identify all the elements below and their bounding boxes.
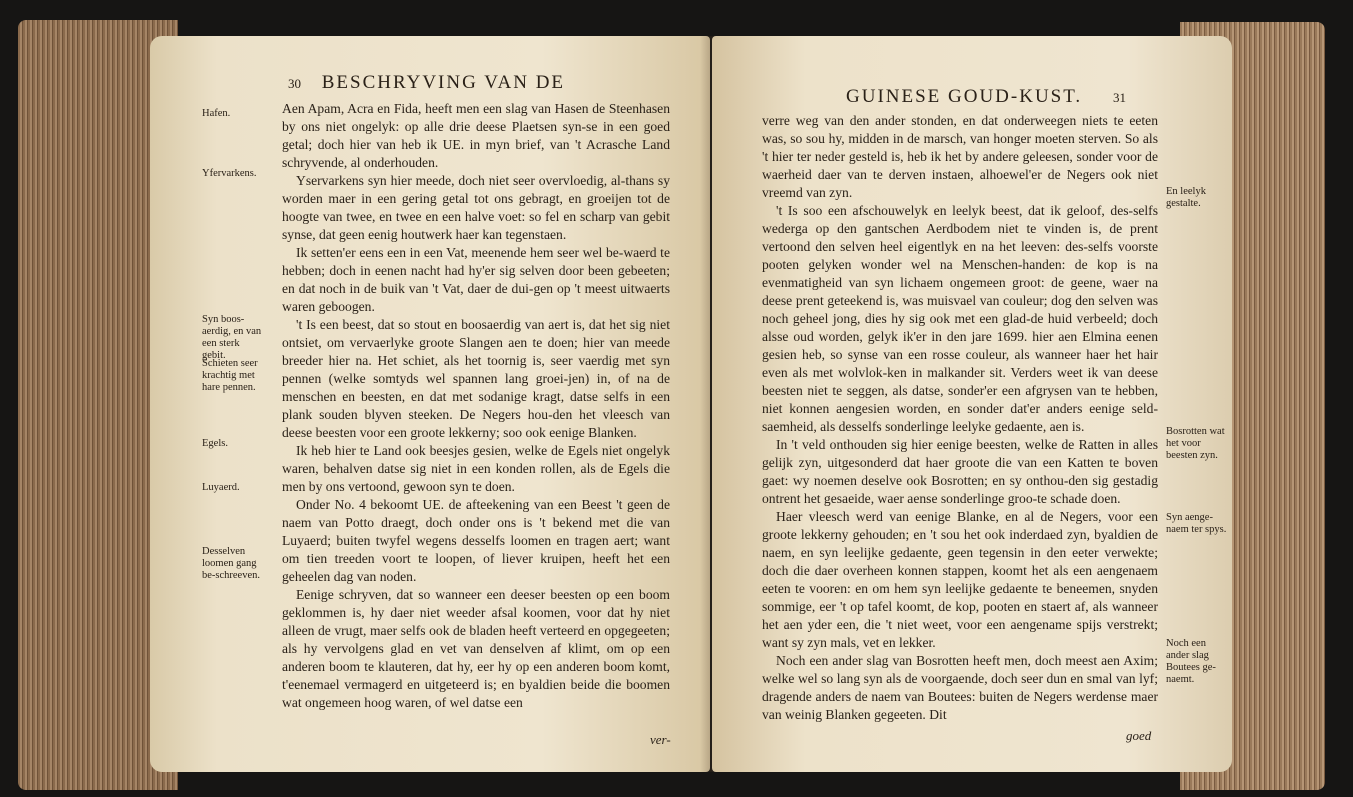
right-body-text bbox=[762, 112, 1158, 722]
right-catchword: goed bbox=[1126, 728, 1152, 743]
left-margin-note: Schieten seer krachtig met hare pennen. bbox=[202, 358, 258, 393]
left-margin-note: Egels. bbox=[202, 438, 228, 449]
right-running-head: GUINESE GOUD-KUST. bbox=[846, 86, 1083, 107]
left-catchword: ver- bbox=[650, 732, 671, 747]
right-margin-note: En leelyk gestalte. bbox=[1166, 186, 1206, 209]
left-running-head: BESCHRYVING VAN DE bbox=[321, 72, 566, 93]
paragraph: Haer vleesch werd van eenige Blanke, en al de Negers, voor een groote lekkerny gehouden; en 't sou het ook inderdaed zyn, byaldien de naem, en syn leelijke gedaente, geen tegensin in den eeter verwekte; doch die daer overheen konnen stappen, koomt het als een aengenaem eeten te vooren: en om hem syn leelijke gedaente te beneemen, snyden sommige, eer 't op tafel koomt, de kop, pooten en staert af, als wanneer het aen yder een, die 't niet weet, voor een aengename spijs verstrekt; want sy zyn mals, vet en lekker. bbox=[762, 509, 1158, 650]
paragraph: Ik setten'er eens een in een Vat, meenende hem seer wel be-waerd te hebben; doch in eenen nacht had hy'er sig selven door been gebeeten; en dat noch in de buik van 't Vat, daer de dui-gen op 't meest uitwaerts waren geboogen. bbox=[282, 245, 670, 314]
left-margin-note: Hafen. bbox=[202, 108, 231, 119]
right-running-head-group bbox=[846, 86, 1126, 108]
left-margin-note: Desselven loomen gang be-schreeven. bbox=[202, 546, 261, 581]
paragraph: In 't veld onthouden sig hier eenige beesten, welke de Ratten in alles gelijk zyn, uitgesonderd dat haer groote die van een Katten te boven gaet: wy noemen deselve ook Bosrotten; en sy onthou-den sig gestadig ontrent het gesaeide, waer aense sonderlinge groo-te schade doen. bbox=[762, 437, 1158, 506]
paragraph: Ik heb hier te Land ook beesjes gesien, welke de Egels niet ongelyk waren, behalven datse sig niet in een konden rollen, als de Egels die men by ons vertoond, gewoon syn te doen. bbox=[282, 443, 670, 494]
paragraph: 't Is soo een afschouwelyk en leelyk beest, dat ik geloof, des-selfs wederga op den gantschen Aerdbodem niet te vinden is, de prent vertoond den selven heel eigentlyk en na het leeven: des-selfs voorste pooten gelyken wonder wel na Menschen-handen: de kop is na evenmatigheid van syn lichaem ongemeen groot: de geene, waer na deese prent geteekend is, was muisvael van couleur; dog den selven was noch geheel jong, dies hy sig ook met een glad-de huid verbeeld; doch alsse oud worden, gelyk ik'er in den jare 1699. hier aen Elmina eenen gesien heb, so synse van een rosse couleur, als wanneer haer het hair even als met wolvlok-ken in malkander sit. Verders weet ik van deese beesten niet te seggen, als datse, sonder'er een afgrysen van te hebben, niet konnen aengesien worden, en sonder dat'er anders eenige seld-saemheid, als desselfs sonderlinge leelyke gedaente, aen is. bbox=[762, 203, 1158, 434]
left-margin-note: Syn boos-aerdig, en van een sterk gebit. bbox=[202, 314, 262, 361]
left-page bbox=[150, 36, 710, 772]
right-page-number: 31 bbox=[1112, 90, 1126, 105]
right-margin-note: Bosrotten wat het voor beesten zyn. bbox=[1166, 426, 1225, 461]
paragraph: Yservarkens syn hier meede, doch niet seer overvloedig, al-thans sy worden maer in een gering getal tot ons gebragt, en groeijen tot de hoogte van twee, en twee en een halve voet: so fel en scharp van gebit synse, dat geen eenig houtwerk haer kan tegenstaen. bbox=[282, 173, 670, 242]
paragraph: Eenige schryven, dat so wanneer een deeser beesten op een boom geklommen is, hy daer niet weeder afsal koomen, voor dat hy niet alleen de vrugt, maer selfs ook de bladen heeft verteerd en opgegeeten; als hy vervolgens glad en vet van denselven af klimt, om op een anderen boom te klauteren, dat hy, eer hy op een anderen boom komt, t'eenemael vermagerd en uitgeteerd is; en byaldien beide die boomen wat ongemeen hoog waren, of wel datse een bbox=[282, 587, 670, 710]
paragraph: verre weg van den ander stonden, en dat onderweegen niets te eeten was, so sou hy, midden in de marsch, van honger moeten sterven. So als 't hier ter neder gesteld is, heb ik het by andere geleesen, sonder voor de waerheid daer van te derven instaen, alhoewel'er de Negers ook niet vreemd van zyn. bbox=[762, 113, 1158, 200]
right-margin-note: Noch een ander slag Boutees ge-naemt. bbox=[1166, 638, 1216, 685]
left-margin-note: Luyaerd. bbox=[202, 482, 240, 493]
right-margin-note: Syn aenge-naem ter spys. bbox=[1166, 512, 1227, 535]
left-running-head-group bbox=[288, 72, 565, 94]
paragraph: Noch een ander slag van Bosrotten heeft men, doch meest aen Axim; welke wel so lang syn als de voorgaende, doch seer dun en smal van lyf; dragende anders de naem van Boutees: buiten de Negers werdense maer van weinig Blanken gegeeten. Dit bbox=[762, 653, 1158, 722]
paragraph: Onder No. 4 bekoomt UE. de afteekening van een Beest 't geen de naem van Potto draegt, doch onder ons is 't bekend met die van Luyaerd; buiten twyfel wegens desselfs loomen en tragen aert; want om tien treeden voort te loopen, of liever kruipen, heeft het een geheelen dag van noden. bbox=[282, 497, 670, 584]
left-page-number: 30 bbox=[288, 76, 301, 91]
paragraph: 't Is een beest, dat so stout en boosaerdig van aert is, dat het sig niet ontsiet, om vervaerlyke groote Slangen aen te doen; hier van meede breeder hier na. Het schiet, als het toornig is, seer vaerdig met syn pennen (welke somtyds wel spannen lang groei-jen) in, of na de menschen en beesten, en dat met sodanige kragt, datse selfs in een plank souden blyven steeken. De Negers hou-den het vleesch van deese beesten voor een groote lekkerny; soo ook eenige Blanken. bbox=[282, 317, 670, 440]
paragraph: Aen Apam, Acra en Fida, heeft men een slag van Hasen de Steenhasen by ons niet ongelyk: op alle drie deese Plaetsen syn-se in een goed getal; doch hier van heb ik UE. in myn brief, van 't Acrasche Land schryvende, al onderhouden. bbox=[282, 101, 670, 170]
right-page bbox=[712, 36, 1232, 772]
left-body-text bbox=[282, 100, 670, 740]
left-margin-note: Yfervarkens. bbox=[202, 168, 257, 179]
